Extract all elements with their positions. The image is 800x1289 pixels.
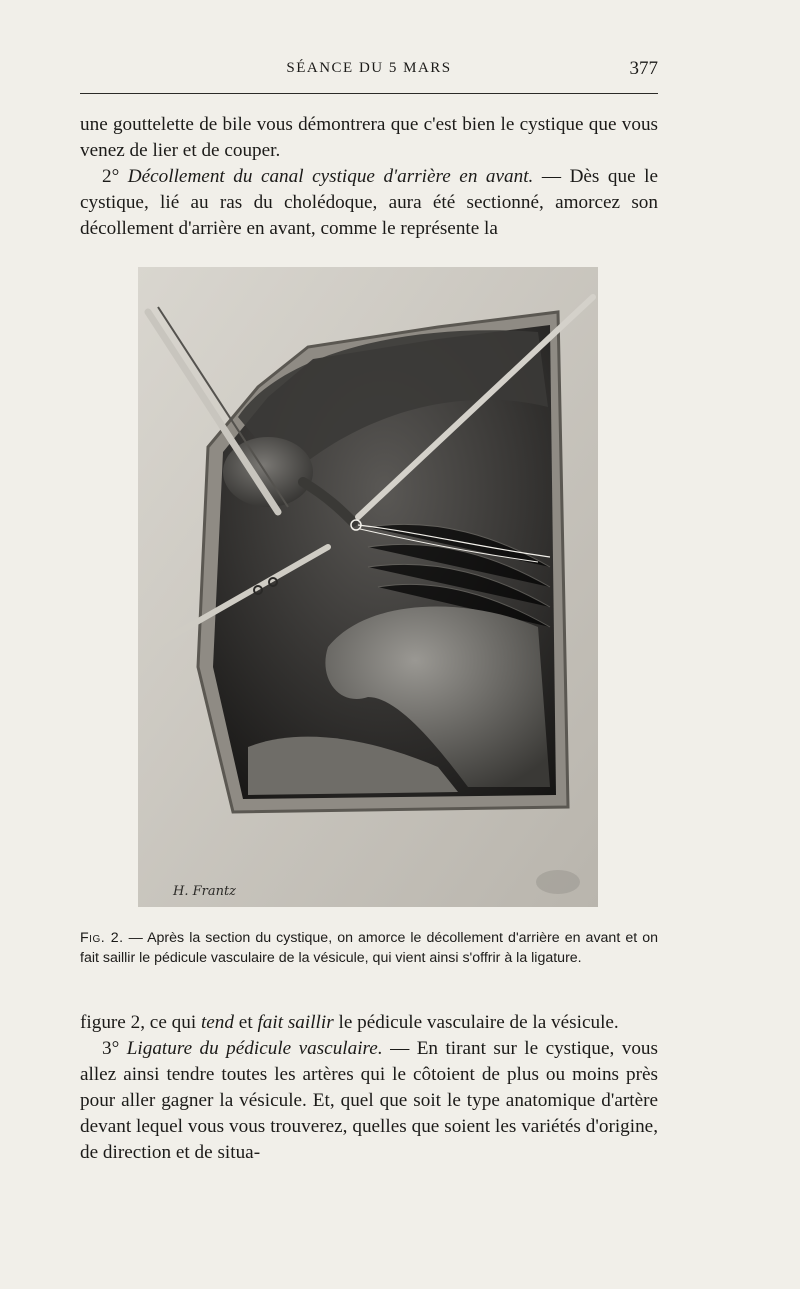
paragraph-text: — En tirant sur le cystique, vous allez ainsi tendre toutes les artères qui le côtoient de plus ou moins près pour aller gagner la vésicule. Et, quel que soit le type anatomique d'artère devant lequel vous vous trouverez, quelles que soient les variétés d'origine, de direction et de situa- — [80, 1038, 658, 1163]
paragraph-text: une gouttelette de bile vous démontrera que c'est bien le cystique que vous venez de lier et de couper. — [80, 114, 658, 161]
paragraph-text: — Dès que le cystique, lié au ras du cholédoque, aura été sectionné, amorcez son décollement d'arrière en avant, comme le représente la — [80, 166, 658, 239]
navel — [536, 870, 580, 894]
paragraph-continuation — [80, 112, 658, 164]
section-number: 2° — [102, 166, 128, 187]
artist-signature: H. Frantz — [173, 884, 237, 899]
section-number: 3° — [102, 1038, 127, 1059]
page-number: 377 — [629, 58, 658, 79]
section-heading: Décollement du canal cystique d'arrière en avant. — [127, 166, 534, 187]
section-heading: Ligature du pédicule vasculaire. — [126, 1038, 383, 1059]
paragraph-figure-ref — [80, 1010, 658, 1036]
paragraph-decollement — [80, 164, 658, 242]
text-run: et — [234, 1012, 258, 1033]
surgical-illustration — [138, 267, 598, 907]
text-run: figure 2, ce qui — [80, 1012, 201, 1033]
figure-label: Fig. 2. — [80, 930, 124, 946]
body-text-top — [80, 112, 658, 242]
caption-text: — Après la section du cystique, on amorce le décollement d'arrière en avant et on fait saillir le pédicule vasculaire de la vésicule, qui vient ainsi s'offrir à la ligature. — [80, 930, 658, 966]
running-head: SÉANCE DU 5 MARS — [286, 60, 452, 76]
text-run: le pédicule vasculaire de la vésicule. — [333, 1012, 619, 1033]
paragraph-ligature — [80, 1036, 658, 1166]
body-text-bottom — [80, 1010, 658, 1166]
emphasis-tend: tend — [200, 1012, 234, 1033]
header-rule — [80, 93, 658, 94]
emphasis-fait-saillir: fait saillir — [257, 1012, 334, 1033]
page-header — [80, 58, 658, 82]
figure-caption — [80, 928, 658, 968]
caption-paragraph — [80, 928, 658, 968]
